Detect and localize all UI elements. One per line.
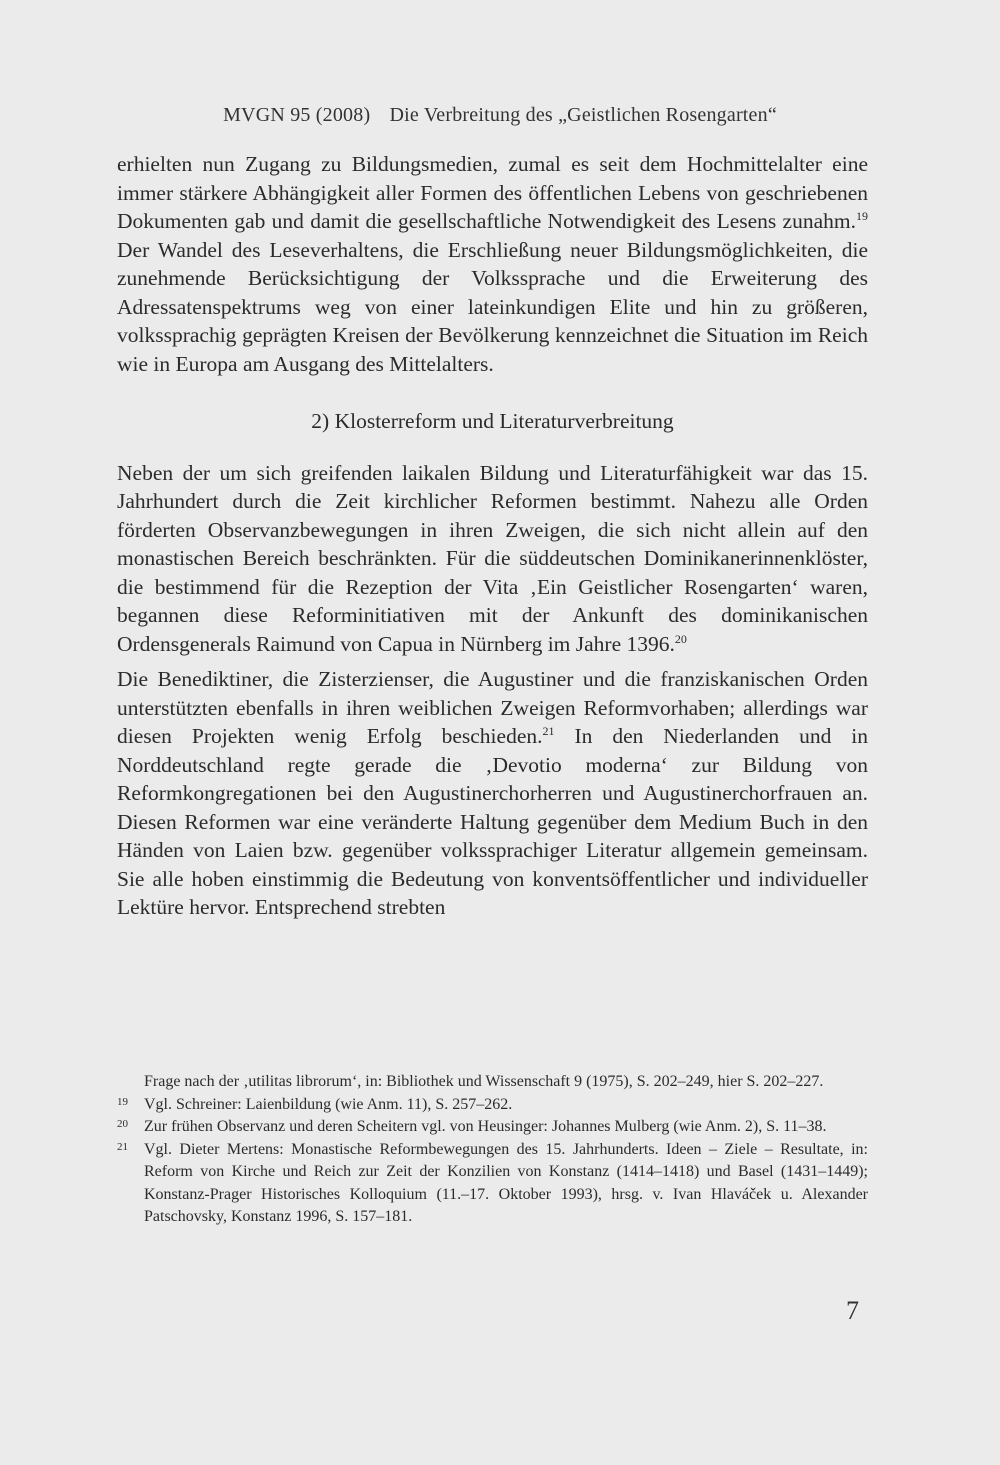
paragraph-text: Der Wandel des Leseverhaltens, die Erschließung neuer Bildungsmöglichkeiten, die zunehmende Berücksichtigung der Volkssprache und die Erweiterung des Adressatenspektrums weg von einer lateinkundigen Elite und hin zu größeren, volkssprachig geprägten Kreisen der Bevölkerung kennzeichnet die Situation im Reich wie in Europa am Ausgang des Mittelalters.	[117, 237, 868, 376]
footnote-number: 21	[117, 1140, 128, 1153]
paragraph-text: erhielten nun Zugang zu Bildungsmedien, zumal es seit dem Hochmittelalter eine immer stärkere Abhängigkeit aller Formen des öffentlichen Lebens von geschriebenen Dokumenten gab und damit die gesellschaftliche Notwendigkeit des Lesens zunahm.	[117, 152, 868, 233]
footnote-text: Frage nach der ‚utilitas librorum‘, in: Bibliothek und Wissenschaft 9 (1975), S. 202–249, hier S. 202–227.	[144, 1073, 824, 1090]
footnote-text: Vgl. Schreiner: Laienbildung (wie Anm. 11), S. 257–262.	[144, 1095, 513, 1113]
header-title: Die Verbreitung des „Geistlichen Rosengarten“	[389, 104, 777, 126]
header-journal: MVGN 95 (2008)	[223, 104, 371, 126]
footnote-number: 19	[117, 1095, 128, 1108]
paragraph	[117, 665, 868, 922]
section-heading: 2) Klosterreform und Literaturverbreitung	[311, 409, 674, 433]
footnote-ref[interactable]: 21	[542, 723, 555, 738]
footnote-text: Vgl. Dieter Mertens: Monastische Reformbewegungen des 15. Jahrhunderts. Ideen – Ziele – Resultate, in: Reform von Kirche und Reich zur Zeit der Konzilien von Konstanz (1414–1418) und Basel (1431–1449); Konstanz-Prager Historisches Kolloquium (11.–17. Oktober 1993), hrsg. v. Ivan Hlaváček u. Alexander Patschovsky, Konstanz 1996, S. 157–181.	[144, 1140, 868, 1225]
main-text	[117, 150, 868, 922]
footnote-ref[interactable]: 19	[856, 208, 868, 223]
paragraph-text: Die Benediktiner, die Zisterzienser, die Augustiner und die franziskanischen Orden unterstützten ebenfalls in ihren weiblichen Zweigen Reformvorhaben; allerdings war diesen Projekten wenig Erfolg beschieden.	[117, 667, 868, 748]
footnotes	[117, 1071, 868, 1229]
footnote-item	[117, 1139, 868, 1229]
page-number: 7	[846, 1296, 859, 1325]
footnote-continued	[117, 1071, 868, 1094]
footnote-ref[interactable]: 20	[674, 631, 687, 646]
paragraph	[117, 459, 868, 659]
footnote-text: Zur frühen Observanz und deren Scheitern vgl. von Heusinger: Johannes Mulberg (wie Anm. 2), S. 11–38.	[144, 1118, 827, 1135]
paragraph-text: Neben der um sich greifenden laikalen Bildung und Literaturfähigkeit war das 15. Jahrhundert durch die Zeit kirchlicher Reformen bestimmt. Nahezu alle Orden förderten Observanzbewegungen in ihren Zweigen, die sich nicht allein auf den monastischen Bereich beschränkten. Für die süddeutschen Dominikanerinnenklöster, die bestimmend für die Rezeption der Vita ‚Ein Geistlicher Rosengarten‘ waren, begannen diese Reforminitiativen mit der Ankunft des dominikanischen Ordensgenerals Raimund von Capua in Nürnberg im Jahre 1396.	[117, 460, 868, 656]
running-header	[0, 104, 1000, 127]
footnote-item	[117, 1116, 868, 1139]
footnote-item	[117, 1094, 868, 1117]
paragraph	[117, 150, 868, 378]
footnote-number: 20	[117, 1118, 128, 1130]
paragraph-text: In den Niederlanden und in Norddeutschland regte gerade die ‚Devotio moderna‘ zur Bildung von Reformkongregationen bei den Augustinerchorherren und Augustinerchorfrauen an. Diesen Reformen war eine veränderte Haltung gegenüber dem Medium Buch in den Händen von Laien bzw. gegenüber volkssprachiger Literatur allgemein gemeinsam. Sie alle hoben einstimmig die Bedeutung von konventsöffentlicher und individueller Lektüre hervor. Entsprechend strebten	[117, 724, 868, 919]
